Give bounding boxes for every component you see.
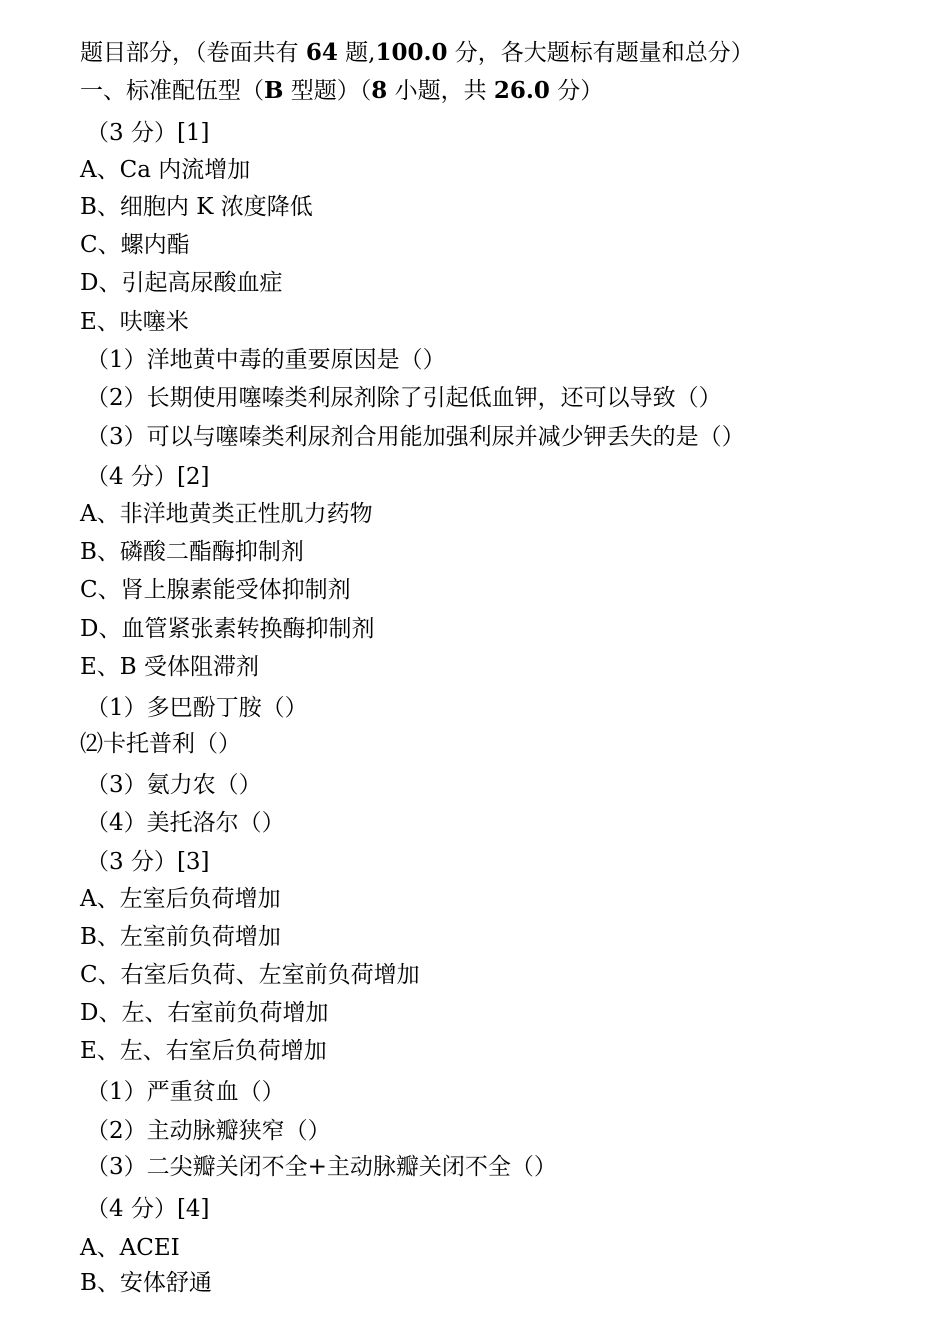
- option-a: A、Ca 内流增加: [80, 157, 251, 183]
- question-header: （4 分）[2]: [86, 464, 210, 490]
- section-heading-text: 一、标准配伍型（: [80, 78, 264, 104]
- option-d: D、引起高尿酸血症: [80, 270, 283, 296]
- section-heading: [80, 76, 603, 106]
- option-d: D、左、右室前负荷增加: [80, 1000, 329, 1026]
- exam-summary-text: 分，各大题标有题量和总分）: [447, 40, 754, 66]
- exam-summary: [80, 38, 754, 68]
- section-heading-text: 型题）（: [283, 78, 372, 104]
- question-header: （3 分）[1]: [86, 120, 210, 146]
- option-b: B、细胞内 K 浓度降低: [80, 194, 313, 220]
- option-b: B、安体舒通: [80, 1270, 212, 1296]
- section-heading-text: 小题，共: [387, 78, 494, 104]
- sub-question: （4）美托洛尔（）: [86, 810, 285, 836]
- question-header: （3 分）[3]: [86, 849, 210, 875]
- option-d: D、血管紧张素转换酶抑制剂: [80, 616, 375, 642]
- option-a: A、非洋地黄类正性肌力药物: [80, 501, 373, 527]
- exam-summary-text: 题目部分，（卷面共有: [80, 40, 306, 66]
- question-header: （4 分）[4]: [86, 1196, 210, 1222]
- exam-summary-text: 题,: [337, 40, 376, 66]
- sub-question: （3）可以与噻嗪类利尿剂合用能加强利尿并减少钾丢失的是（）: [86, 424, 745, 450]
- section-score: 26.0: [493, 77, 550, 104]
- total-score: 100.0: [375, 39, 448, 66]
- section-type: B: [264, 77, 284, 104]
- question-count: 64: [305, 39, 338, 66]
- option-b: B、磷酸二酯酶抑制剂: [80, 539, 304, 565]
- section-heading-text: 分）: [549, 78, 604, 104]
- sub-question: （1）严重贫血（）: [86, 1079, 285, 1105]
- sub-question: （2）长期使用噻嗪类利尿剂除了引起低血钾，还可以导致（）: [86, 385, 722, 411]
- sub-question: （2）主动脉瓣狭窄（）: [86, 1118, 331, 1144]
- option-a: A、ACEI: [80, 1235, 180, 1261]
- option-b: B、左室前负荷增加: [80, 924, 281, 950]
- sub-question: （1）多巴酚丁胺（）: [86, 695, 308, 721]
- option-c: C、螺内酯: [80, 232, 190, 258]
- section-question-count: 8: [371, 77, 388, 104]
- sub-question: （1）洋地黄中毒的重要原因是（）: [86, 347, 446, 373]
- option-c: C、肾上腺素能受体抑制剂: [80, 577, 351, 603]
- option-e: E、左、右室后负荷增加: [80, 1038, 327, 1064]
- sub-question: （3）二尖瓣关闭不全+主动脉瓣关闭不全（）: [86, 1154, 557, 1180]
- option-e: E、Β 受体阻滞剂: [80, 654, 260, 680]
- option-c: C、右室后负荷、左室前负荷增加: [80, 962, 420, 988]
- sub-question: （3）氨力农（）: [86, 772, 262, 798]
- sub-question: ⑵卡托普利（）: [80, 731, 241, 757]
- option-e: E、呋噻米: [80, 309, 189, 335]
- option-a: A、左室后负荷增加: [80, 886, 281, 912]
